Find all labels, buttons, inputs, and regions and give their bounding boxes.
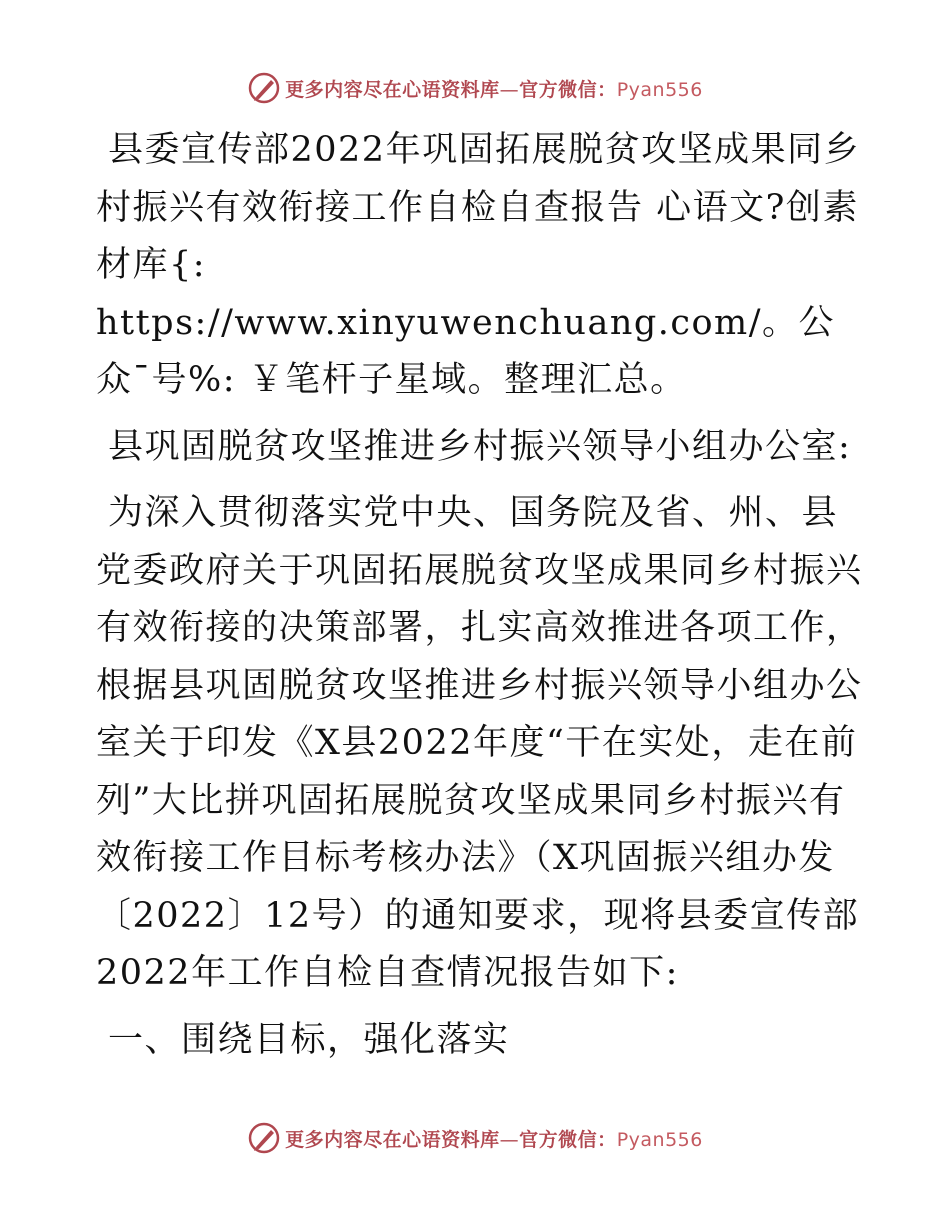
watermark-wechat-label: 官方微信： [519, 1128, 617, 1151]
section-heading: 一、围绕目标，强化落实 [108, 1019, 510, 1060]
body-paragraph: 为深入贯彻落实党中央、国务院及省、州、县党委政府关于巩固拓展脱贫攻坚成果同乡村振兴有效衔接的决策部署，扎实高效推进各项工作，根据县巩固脱贫攻坚推进乡村振兴领导小组办公室关于印发《X县2022年度“干在实处，走在前列”大比拼巩固拓展脱贫攻坚成果同乡村振兴有效衔接工作目标考核办法》（X巩固振兴组办发〔2022〕12号）的通知要求，现将县委宣传部2022年工作自检自查情况报告如下: [96, 493, 863, 993]
footer-watermark-banner [0, 1118, 950, 1158]
watermark-main-text: 更多内容尽在心语资料库 [285, 78, 500, 101]
pen-logo-icon [247, 71, 281, 105]
watermark-main-text: 更多内容尽在心语资料库 [285, 1128, 500, 1151]
watermark-separator: — [499, 78, 520, 101]
document-body [96, 122, 866, 1069]
header-watermark-banner [0, 68, 950, 108]
document-title-paragraph: 县委宣传部2022年巩固拓展脱贫攻坚成果同乡村振兴有效衔接工作自检自查报告 心语文?创素材库{: https://www.xinyuwenchuang.com/。公众¯号%: ￥笔杆子星域。整理汇总。 [96, 130, 861, 400]
watermark-wechat-id: Pyan556 [616, 1128, 703, 1151]
watermark-separator: — [499, 1128, 520, 1151]
watermark-text [285, 75, 703, 102]
recipient-paragraph: 县巩固脱贫攻坚推进乡村振兴领导小组办公室: [108, 426, 852, 467]
watermark-text [285, 1125, 703, 1152]
watermark-wechat-id: Pyan556 [616, 78, 703, 101]
pen-logo-icon [247, 1121, 281, 1155]
watermark-wechat-label: 官方微信： [519, 78, 617, 101]
